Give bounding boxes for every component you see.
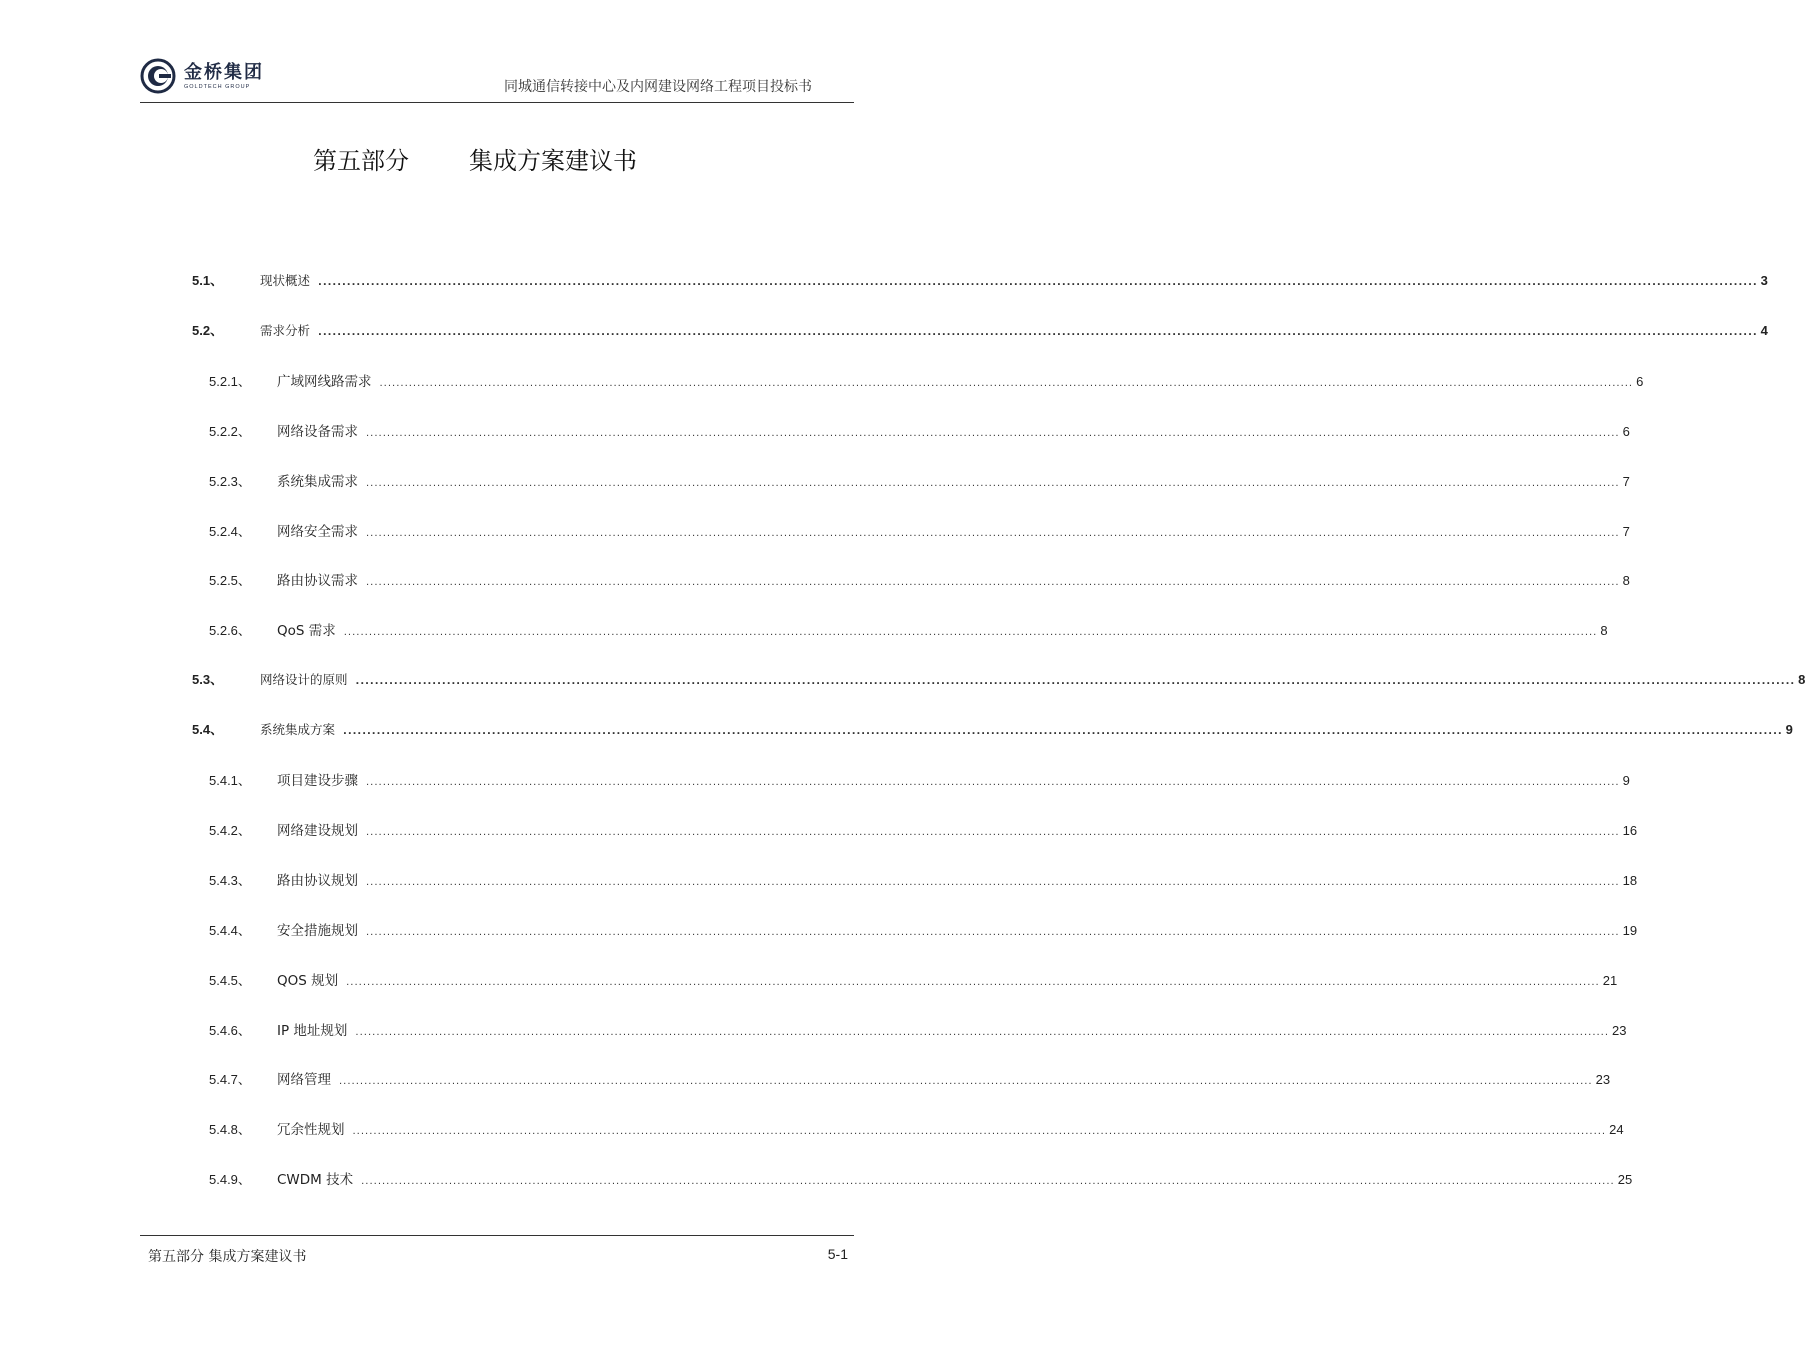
toc-entry-number: 5.2.4、 [209, 523, 251, 539]
toc-entry-page: 7 [1622, 473, 1630, 489]
toc-entry-number: 5.4、 [192, 722, 224, 738]
toc-entry[interactable] [209, 470, 1630, 490]
toc-entry-page: 8 [1622, 573, 1630, 589]
toc-dot-leader: ............................................................................................................................................................................................................................................................................................................ [343, 726, 1783, 738]
toc-entry-number: 5.4.3、 [209, 872, 251, 888]
toc-entry-label: 广域网线路需求 [277, 373, 372, 390]
toc-entry-label: 需求分析 [260, 322, 311, 338]
header-title: 同城通信转接中心及内网建设网络工程项目投标书 [504, 79, 812, 95]
toc-entry-number: 5.4.7、 [209, 1072, 251, 1088]
toc-entry-label: QoS 需求 [277, 623, 336, 640]
toc-entry-number: 5.2.2、 [209, 423, 251, 439]
toc-entry-label: QOS 规划 [277, 972, 339, 989]
toc-entry[interactable] [209, 370, 1644, 390]
toc-dot-leader: ............................................................................................................................................................................................................................................................................................................ [346, 976, 1600, 988]
toc-dot-leader: ............................................................................................................................................................................................................................................................................................................ [366, 527, 1620, 539]
footer-page-number: 5-1 [827, 1246, 848, 1262]
toc-entry-label: 系统集成需求 [277, 473, 358, 490]
toc-entry-page: 4 [1760, 322, 1768, 338]
toc-entry-page: 8 [1798, 672, 1805, 688]
toc-entry-page: 23 [1612, 1022, 1627, 1038]
toc-entry-page: 24 [1609, 1122, 1624, 1138]
toc-entry[interactable] [192, 270, 1768, 289]
toc-entry-page: 7 [1622, 523, 1630, 539]
toc-entry-page: 16 [1622, 822, 1638, 838]
toc-dot-leader: ............................................................................................................................................................................................................................................................................................................ [339, 1076, 1593, 1088]
toc-entry-label: 网络建设规划 [277, 822, 358, 839]
toc-dot-leader: ............................................................................................................................................................................................................................................................................................................ [343, 627, 1598, 639]
toc-entry-page: 21 [1602, 972, 1618, 988]
toc-entry[interactable] [192, 719, 1793, 738]
toc-dot-leader: ............................................................................................................................................................................................................................................................................................................ [318, 326, 1758, 338]
toc-entry-number: 5.2.3、 [209, 473, 251, 489]
toc-entry-label: 路由协议需求 [277, 573, 358, 590]
toc-dot-leader: ............................................................................................................................................................................................................................................................................................................ [366, 577, 1620, 589]
toc-entry[interactable] [209, 569, 1630, 590]
document-part-label: 第五部分 [313, 147, 409, 175]
toc-entry-page: 8 [1600, 623, 1608, 639]
toc-entry-page: 9 [1785, 722, 1793, 738]
page-header [140, 52, 854, 103]
toc-entry[interactable] [209, 769, 1630, 789]
toc-entry[interactable] [209, 1168, 1633, 1189]
toc-dot-leader: ............................................................................................................................................................................................................................................................................................................ [361, 1176, 1615, 1188]
toc-dot-leader: ............................................................................................................................................................................................................................................................................................................ [379, 377, 1634, 389]
toc-dot-leader: ............................................................................................................................................................................................................................................................................................................ [352, 1126, 1607, 1138]
toc-dot-leader: ............................................................................................................................................................................................................................................................................................................ [366, 876, 1620, 888]
toc-entry-page: 23 [1595, 1072, 1611, 1088]
toc-entry-label: 网络管理 [277, 1072, 331, 1089]
toc-entry-page: 19 [1622, 922, 1638, 938]
toc-entry-label: 网络安全需求 [277, 523, 358, 540]
toc-entry-label: 系统集成方案 [260, 722, 336, 738]
footer-section-label: 第五部分 集成方案建议书 [148, 1249, 307, 1265]
toc-entry-number: 5.1、 [192, 273, 224, 288]
logo-chinese-name: 金桥集团 [184, 61, 264, 83]
toc-entry-number: 5.2、 [192, 322, 224, 338]
toc-dot-leader: ............................................................................................................................................................................................................................................................................................................ [366, 477, 1620, 489]
toc-entry[interactable] [209, 819, 1638, 839]
toc-entry-label: 项目建设步骤 [277, 773, 358, 789]
toc-entry-number: 5.3、 [192, 672, 224, 688]
company-logo [140, 56, 264, 96]
toc-dot-leader: ............................................................................................................................................................................................................................................................................................................ [366, 826, 1620, 838]
toc-entry[interactable] [209, 420, 1630, 440]
toc-entry[interactable] [209, 869, 1638, 889]
toc-dot-leader: ............................................................................................................................................................................................................................................................................................................ [355, 676, 1796, 688]
toc-entry-number: 5.4.8、 [209, 1122, 251, 1138]
toc-dot-leader: ............................................................................................................................................................................................................................................................................................................ [366, 926, 1620, 938]
toc-entry-label: 现状概述 [260, 273, 311, 288]
document-part-name: 集成方案建议书 [469, 147, 637, 175]
toc-entry-number: 5.2.6、 [209, 623, 251, 639]
toc-entry-number: 5.4.5、 [209, 972, 251, 988]
toc-entry-number: 5.4.2、 [209, 822, 251, 838]
toc-entry[interactable] [209, 1019, 1627, 1039]
toc-entry-label: CWDM 技术 [277, 1172, 354, 1189]
page-footer [140, 1235, 854, 1276]
toc-entry-label: 路由协议规划 [277, 872, 358, 889]
toc-entry-number: 5.4.6、 [209, 1022, 251, 1038]
toc-entry-label: 冗余性规划 [277, 1122, 345, 1139]
toc-dot-leader: ............................................................................................................................................................................................................................................................................................................ [355, 1026, 1610, 1038]
toc-entry-number: 5.2.1、 [209, 373, 251, 389]
toc-entry[interactable] [209, 969, 1618, 989]
toc-entry-page: 6 [1622, 423, 1630, 439]
toc-entry-number: 5.2.5、 [209, 573, 251, 589]
toc-entry[interactable] [209, 619, 1608, 640]
document-title [0, 141, 950, 176]
toc-entry[interactable] [209, 1068, 1611, 1089]
toc-entry[interactable] [192, 320, 1768, 339]
toc-entry[interactable] [209, 1118, 1624, 1139]
toc-entry-page: 18 [1622, 872, 1638, 888]
toc-entry-page: 6 [1636, 373, 1644, 389]
toc-entry-page: 25 [1617, 1172, 1633, 1188]
toc-entry-number: 5.4.4、 [209, 922, 251, 938]
logo-emblem-icon [140, 58, 176, 94]
toc-entry-number: 5.4.1、 [209, 773, 251, 788]
toc-entry-label: 网络设备需求 [277, 423, 358, 440]
toc-entry-label: IP 地址规划 [277, 1022, 348, 1039]
toc-entry-page: 3 [1760, 273, 1768, 288]
toc-entry[interactable] [192, 669, 1805, 688]
toc-dot-leader: ............................................................................................................................................................................................................................................................................................................ [318, 277, 1758, 288]
toc-dot-leader: ............................................................................................................................................................................................................................................................................................................ [366, 777, 1620, 788]
toc-entry[interactable] [209, 919, 1638, 939]
toc-entry-label: 网络设计的原则 [260, 672, 348, 688]
toc-dot-leader: ............................................................................................................................................................................................................................................................................................................ [366, 427, 1620, 439]
toc-entry-page: 9 [1622, 773, 1630, 788]
toc-entry-label: 安全措施规划 [277, 922, 358, 939]
logo-english-name: GOLDTECH GROUP [184, 83, 251, 90]
toc-entry[interactable] [209, 520, 1630, 540]
toc-entry-number: 5.4.9、 [209, 1172, 251, 1188]
